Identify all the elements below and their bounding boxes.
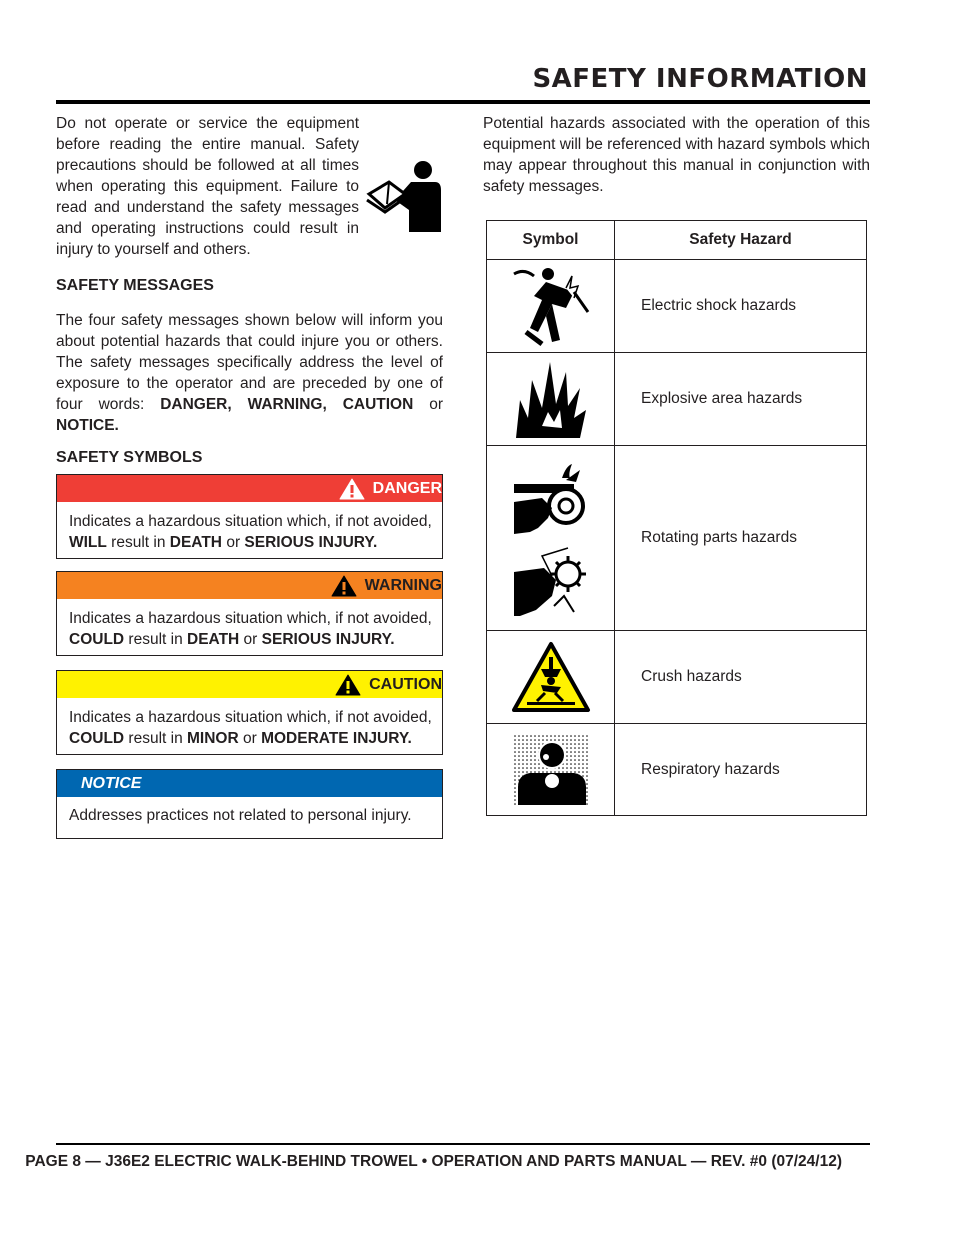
caution-header — [57, 671, 442, 698]
notice-label: NOTICE — [81, 774, 142, 792]
danger-label: DANGER — [372, 479, 442, 497]
crush-hazard-icon — [511, 641, 591, 713]
footer-rule — [56, 1143, 870, 1145]
warning-word-3: SERIOUS INJURY. — [261, 631, 395, 648]
danger-word-1: WILL — [69, 534, 107, 551]
symbol-cell — [487, 724, 615, 816]
caution-word-1: COULD — [69, 730, 125, 747]
right-column — [483, 113, 870, 197]
hazard-label: Electric shock hazards — [615, 260, 867, 353]
warning-text-1: Indicates a hazardous situation which, if not avoided, — [69, 610, 432, 627]
page-title: SAFETY INFORMATION — [532, 64, 868, 94]
danger-text-1: Indicates a hazardous situation which, if not avoided, — [69, 513, 432, 530]
danger-word-2: DEATH — [169, 534, 223, 551]
hazard-label: Explosive area hazards — [615, 353, 867, 446]
hazards-intro-text: Potential hazards associated with the operation of this equipment will be referenced with hazard symbols which may appear throughout this manual in conjunction with safety messages. — [483, 115, 870, 195]
caution-label: CAUTION — [369, 675, 442, 693]
notice-header — [57, 770, 442, 797]
warning-word-1: COULD — [69, 631, 125, 648]
safety-symbols-heading: SAFETY SYMBOLS — [56, 449, 203, 466]
symbol-cell — [487, 260, 615, 353]
rotating-parts-icon — [512, 456, 590, 620]
table-row — [487, 631, 867, 724]
table-row — [487, 353, 867, 446]
danger-text-3: or — [222, 534, 245, 551]
safety-messages-heading: SAFETY MESSAGES — [56, 277, 214, 294]
warning-triangle-icon — [331, 575, 357, 597]
signal-words: DANGER, WARNING, CAUTION — [160, 396, 414, 413]
caution-box — [56, 670, 443, 755]
warning-triangle-icon — [339, 478, 365, 500]
notice-box — [56, 769, 443, 839]
hazard-table — [486, 220, 867, 816]
hazard-label: Crush hazards — [615, 631, 867, 724]
read-manual-icon — [365, 160, 443, 232]
hazard-column-header: Safety Hazard — [615, 221, 867, 260]
table-row — [487, 446, 867, 631]
table-row — [487, 724, 867, 816]
table-row — [487, 260, 867, 353]
left-column — [56, 113, 443, 839]
danger-box — [56, 474, 443, 559]
or-word: or — [413, 396, 444, 413]
caution-text-3: or — [238, 730, 262, 747]
notice-word: NOTICE. — [56, 417, 119, 434]
explosion-icon — [514, 360, 588, 438]
caution-text — [57, 698, 442, 754]
hazard-label: Rotating parts hazards — [615, 446, 867, 631]
warning-text-2: result in — [124, 631, 187, 648]
danger-text — [57, 502, 442, 558]
intro-text: Do not operate or service the equipment before reading the entire manual. Safety precautions should be followed at all times when operating this equipment. Failure to read and understand the safety messages and operating instructions could result in injury to yourself and others. — [56, 115, 359, 258]
warning-box — [56, 571, 443, 656]
hazard-label: Respiratory hazards — [615, 724, 867, 816]
symbol-cell — [487, 446, 615, 631]
warning-triangle-icon — [335, 674, 361, 696]
notice-text: Addresses practices not related to personal injury. — [69, 807, 412, 824]
safety-messages-text-start: The four safety messages shown below will inform you about potential hazards that could injure you or others. The safety messages specifically address the level of exposure to the operator and are preceded by one of four words: — [56, 312, 443, 413]
symbol-column-header: Symbol — [487, 221, 615, 260]
caution-word-3: MODERATE INJURY. — [261, 730, 412, 747]
warning-header — [57, 572, 442, 599]
title-rule — [56, 100, 870, 104]
warning-label: WARNING — [364, 576, 442, 594]
page-footer: PAGE 8 — J36E2 ELECTRIC WALK-BEHIND TROWEL • OPERATION AND PARTS MANUAL — REV. #0 (07/24/12) — [25, 1153, 842, 1170]
warning-text — [57, 599, 442, 655]
intro-block — [56, 113, 443, 260]
caution-word-2: MINOR — [187, 730, 239, 747]
electric-shock-icon — [512, 266, 590, 346]
safety-messages-text — [56, 310, 443, 436]
danger-header — [57, 475, 442, 502]
respiratory-hazard-icon — [514, 735, 588, 805]
danger-text-2: result in — [106, 534, 170, 551]
symbol-cell — [487, 353, 615, 446]
caution-text-1: Indicates a hazardous situation which, if not avoided, — [69, 709, 432, 726]
warning-word-2: DEATH — [187, 631, 240, 648]
danger-word-3: SERIOUS INJURY. — [244, 534, 378, 551]
table-header-row — [487, 221, 867, 260]
warning-text-3: or — [239, 631, 262, 648]
symbol-cell — [487, 631, 615, 724]
caution-text-2: result in — [124, 730, 187, 747]
